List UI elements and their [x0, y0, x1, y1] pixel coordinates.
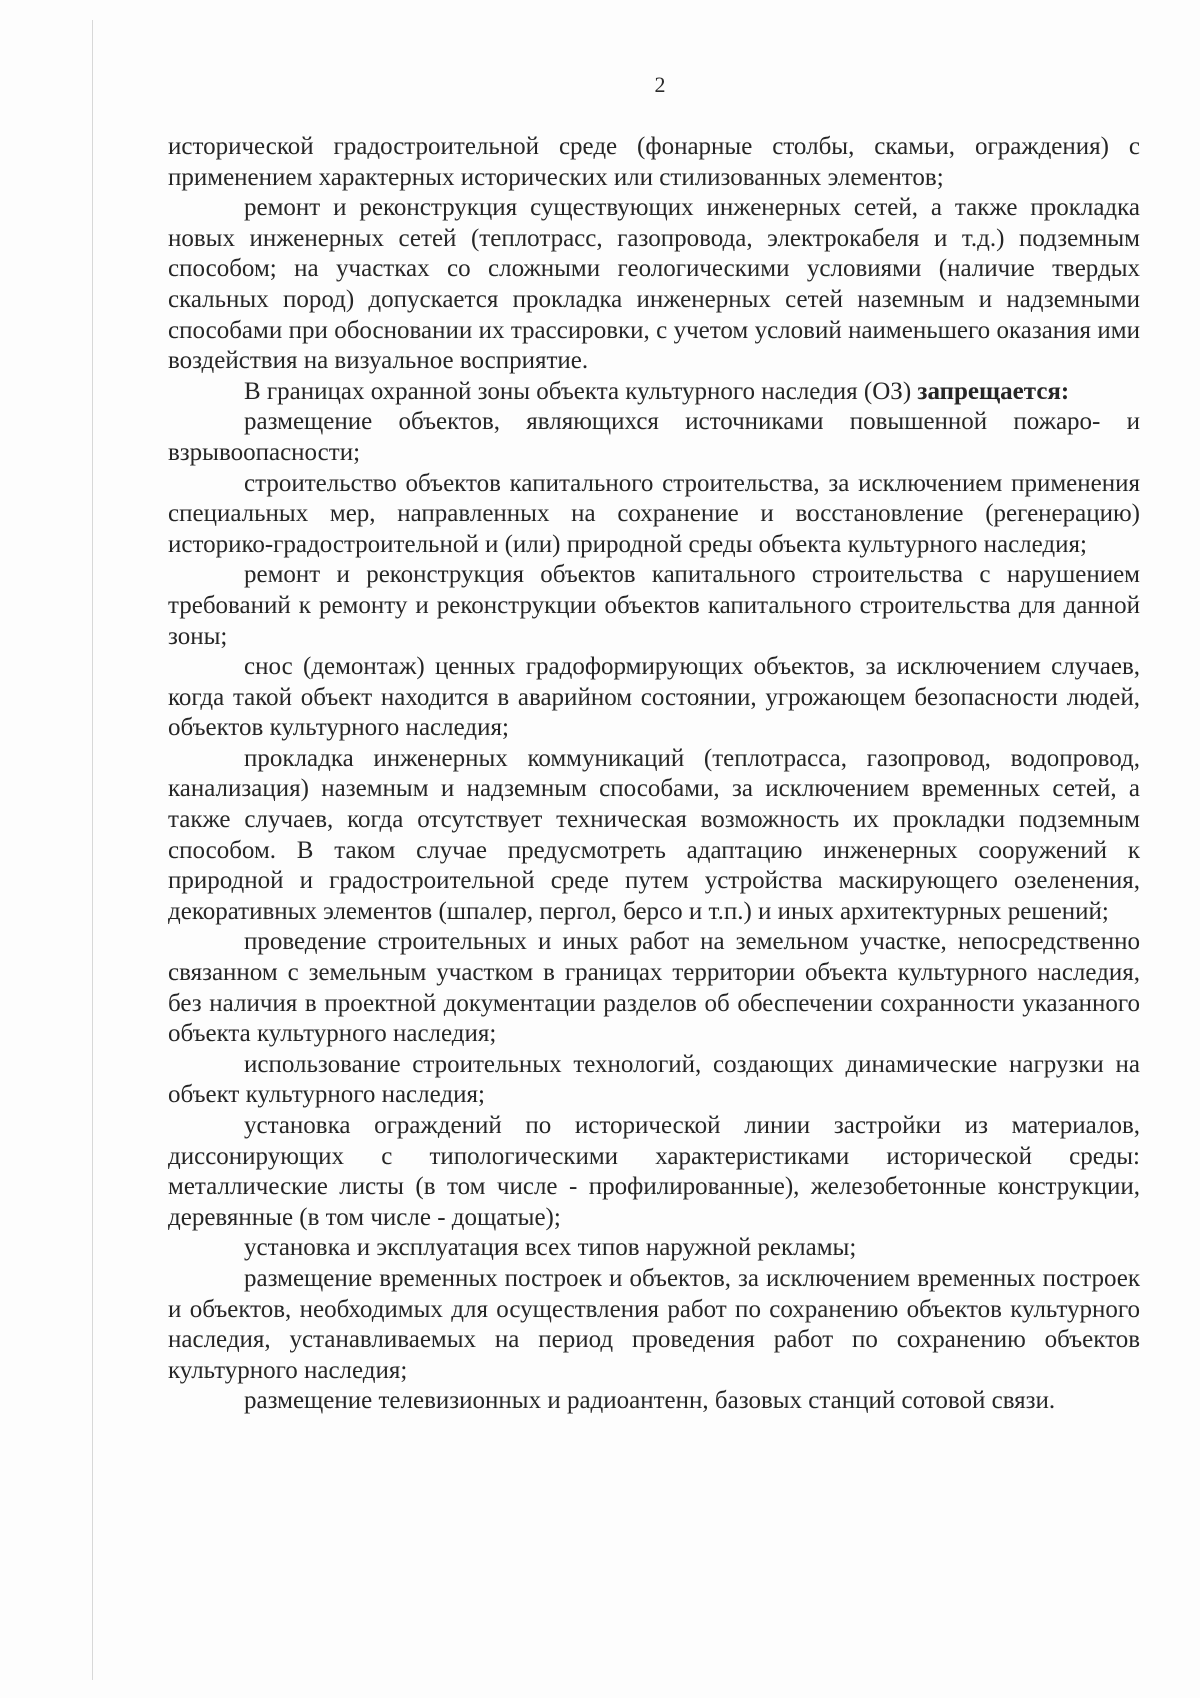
- paragraph-construction-works: проведение строительных и иных работ на земельном участке, непосредственно связанном с земельным участком в границах территории объекта культурного наследия, без наличия в проектной документации разделов об обеспечении сохранности указанного объекта культурного наследия;: [168, 928, 1140, 1048]
- paragraph-continuation: исторической градостроительной среде (фонарные столбы, скамьи, ограждения) с применением характерных исторических или стилизованных элементов;: [168, 133, 1140, 191]
- paragraph-utility-networks: ремонт и реконструкция существующих инженерных сетей, а также прокладка новых инженерных сетей (теплотрасс, газопровода, электрокабеля и т.д.) подземным способом; на участках со сложными геологическими условиями (наличие твердых скальных пород) допускается прокладка инженерных сетей наземным и надземными способами при обосновании их трассировки, с учетом условий наименьшего оказания ими воздействия на визуальное восприятие.: [168, 194, 1140, 375]
- scan-edge-line: [92, 20, 93, 1680]
- prohibited-keyword: запрещается:: [917, 377, 1070, 405]
- document-body: [168, 132, 1140, 1417]
- paragraph-fire-hazard: размещение объектов, являющихся источниками повышенной пожаро- и взрывоопасности;: [168, 408, 1140, 466]
- paragraph-repair-reconstruction: ремонт и реконструкция объектов капитального строительства с нарушением требований к ремонту и реконструкции объектов капитального строительства для данной зоны;: [168, 561, 1140, 650]
- paragraph-temporary-buildings: размещение временных построек и объектов, за исключением временных построек и объектов, необходимых для осуществления работ по сохранению объектов культурного наследия, устанавливаемых на период проведения работ по сохранению объектов культурного наследия;: [168, 1264, 1140, 1384]
- paragraph-advertising: установка и эксплуатация всех типов наружной рекламы;: [244, 1234, 857, 1262]
- paragraph-engineering-communications: прокладка инженерных коммуникаций (теплотрасса, газопровод, водопровод, канализация) наземным и надземным способами, за исключением временных сетей, а также случаев, когда отсутствует техническая возможность их прокладки подземным способом. В таком случае предусмотреть адаптацию инженерных сооружений к природной и градостроительной среде путем устройства маскирующего озеленения, декоративных элементов (шпалер, пергол, берсо и т.п.) и иных архитектурных решений;: [168, 744, 1140, 925]
- paragraph-prohibited-intro: [168, 377, 1140, 408]
- paragraph-demolition: снос (демонтаж) ценных градоформирующих объектов, за исключением случаев, когда такой объект находится в аварийном состоянии, угрожающем безопасности людей, объектов культурного наследия;: [168, 653, 1140, 742]
- paragraph-antennas: размещение телевизионных и радиоантенн, базовых станций сотовой связи.: [244, 1387, 1056, 1415]
- prohibited-intro-text: В границах охранной зоны объекта культурного наследия (ОЗ): [244, 377, 912, 405]
- paragraph-dynamic-loads: использование строительных технологий, создающих динамические нагрузки на объект культурного наследия;: [168, 1050, 1140, 1109]
- paragraph-fences: установка ограждений по исторической линии застройки из материалов, диссонирующих с типологическими характеристиками исторической среды: металлические листы (в том числе - профилированные), железобетонные конструкции, деревянные (в том числе - дощатые);: [168, 1112, 1140, 1231]
- page-number: 2: [654, 72, 666, 97]
- paragraph-capital-construction: строительство объектов капитального строительства, за исключением применения специальных мер, направленных на сохранение и восстановление (регенерацию) историко-градостроительной и (или) природной среды объекта культурного наследия;: [168, 469, 1140, 558]
